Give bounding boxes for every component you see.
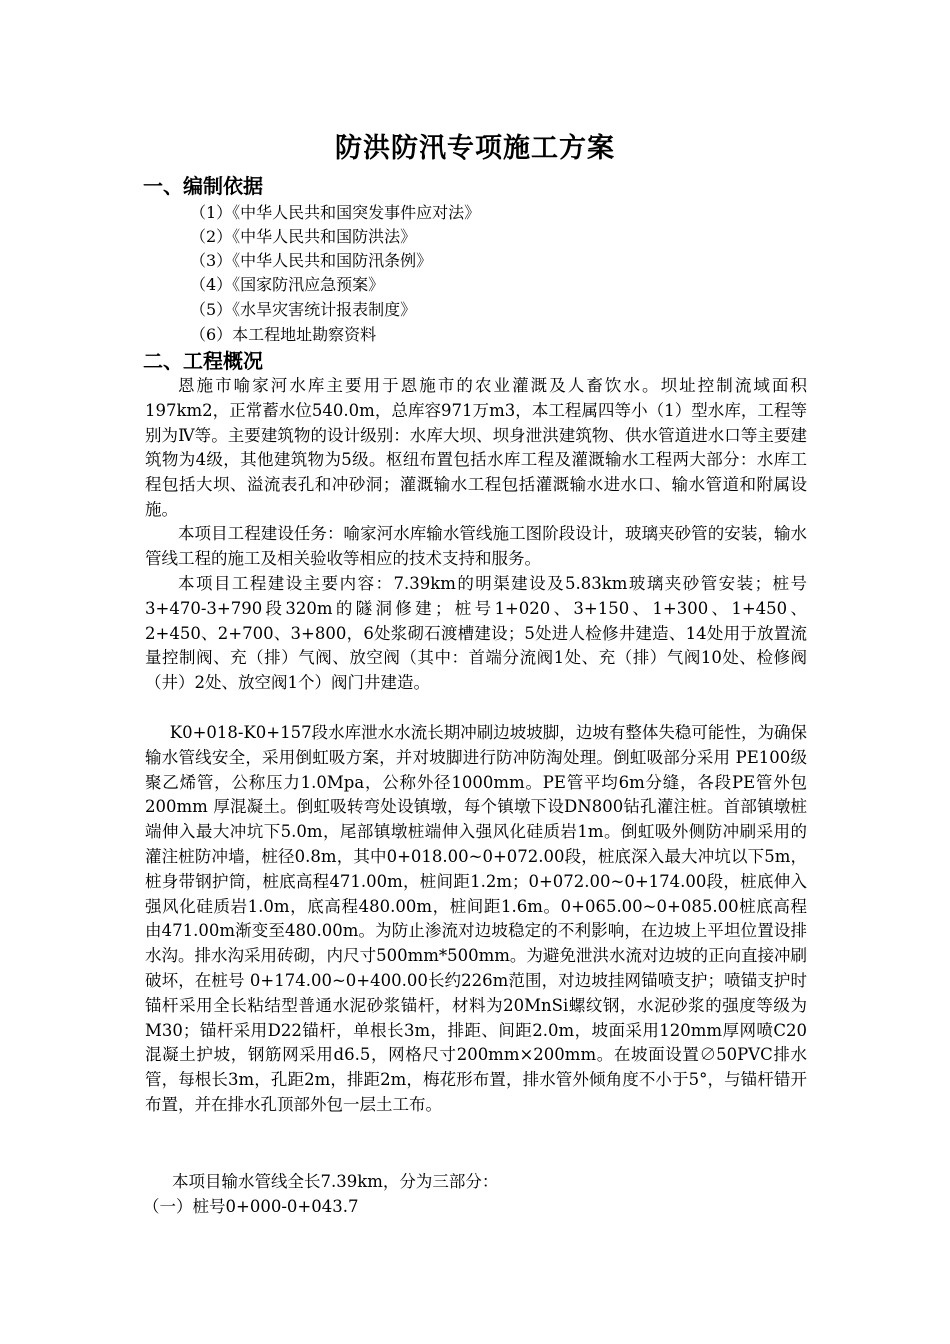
reference-item: （1）《中华人民共和国突发事件应对法》 xyxy=(190,203,481,222)
reference-item: （5）《水旱灾害统计报表制度》 xyxy=(190,300,417,319)
section-heading-overview: 二、工程概况 xyxy=(143,349,263,373)
reference-item: （2）《中华人民共和国防洪法》 xyxy=(190,227,417,246)
reference-item: （3）《中华人民共和国防汛条例》 xyxy=(190,251,433,270)
section-heading-basis: 一、编制依据 xyxy=(143,174,263,198)
reference-item: （4）《国家防汛应急预案》 xyxy=(190,275,385,294)
overview-paragraph: 本项目工程建设主要内容：7.39km的明渠建设及5.83km玻璃夹砂管安装；桩号3+470-3+790段320m的隧洞修建；桩号1+020、3+150、1+300、1+450、2+450、2+700、3+800，6处浆砌石渡槽建设；5处进人检修井建造、14处用于放置流量控制阀、充（排）气阀、放空阀（其中：首端分流阀1处、充（排）气阀10处、检修阀（井）2处、放空阀1个）阀门井建造。 xyxy=(145,574,807,693)
overview-paragraph: 恩施市喻家河水库主要用于恩施市的农业灌溉及人畜饮水。坝址控制流域面积197km2，正常蓄水位540.0m，总库容971万m3，本工程属四等小（1）型水库，工程等别为Ⅳ等。主要建筑物的设计级别：水库大坝、坝身泄洪建筑物、供水管道进水口等主要建筑物为4级，其他建筑物为5级。枢纽布置包括水库工程及灌溉输水工程两大部分：水库工程包括大坝、溢流表孔和冲砂洞；灌溉输水工程包括灌溉输水进水口、输水管道和附属设施。 xyxy=(145,376,807,519)
reference-item: （6）本工程地址勘察资料 xyxy=(190,325,377,344)
pipeline-part-heading: （一）桩号0+000-0+043.7 xyxy=(143,1197,359,1216)
pipeline-intro: 本项目输水管线全长7.39km，分为三部分： xyxy=(172,1172,499,1191)
document-title: 防洪防汛专项施工方案 xyxy=(335,133,615,164)
overview-paragraph: K0+018-K0+157段水库泄水水流长期冲刷边坡坡脚，边坡有整体失稳可能性，为确保输水管线安全，采用倒虹吸方案，并对坡脚进行防冲防淘处理。倒虹吸部分采用 PE100级聚乙烯管，公称压力1.0Mpa，公称外径1000mm。PE管平均6m分缝，各段PE管外包200mm 厚混凝土。倒虹吸转弯处设镇墩，每个镇墩下设DN800钻孔灌注桩。首部镇墩桩端伸入最大冲坑下5.0m，尾部镇墩桩端伸入强风化硅质岩1m。倒虹吸外侧防冲刷采用的灌注桩防冲墙，桩径0.8m，其中0+018.00~0+072.00段，桩底深入最大冲坑以下5m，桩身带钢护筒，桩底高程471.00m，桩间距1.2m；0+072.00~0+174.00段，桩底伸入强风化硅质岩1.0m，底高程480.00m，桩间距1.6m。0+065.00~0+085.00桩底高程由471.00m渐变至480.00m。为防止渗流对边坡稳定的不利影响，在边坡上平坦位置设排水沟。排水沟采用砖砌，内尺寸500mm*500mm。为避免泄洪水流对边坡的正向直接冲刷破坏，在桩号 0+174.00~0+400.00长约226m范围，对边坡挂网锚喷支护；喷锚支护时锚杆采用全长粘结型普通水泥砂浆锚杆，材料为20MnSi螺纹钢，水泥砂浆的强度等级为M30；锚杆采用D22锚杆，单根长3m，排距、间距2.0m，坡面采用120mm厚网喷C20混凝土护坡，钢筋网采用d6.5，网格尺寸200mm×200mm。在坡面设置∅50PVC排水管，每根长3m，孔距2m，排距2m，梅花形布置，排水管外倾角度不小于5°，与锚杆错开布置，并在排水孔顶部外包一层土工布。 xyxy=(145,723,807,1114)
overview-paragraph: 本项目工程建设任务：喻家河水库输水管线施工图阶段设计，玻璃夹砂管的安装，输水管线工程的施工及相关验收等相应的技术支持和服务。 xyxy=(145,524,807,568)
